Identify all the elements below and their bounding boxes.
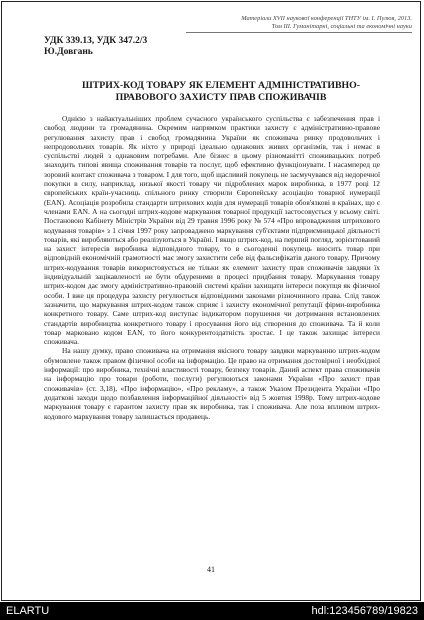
article-title: ШТРИХ-КОД ТОВАРУ ЯК ЕЛЕМЕНТ АДМІНІСТРАТИВНО-ПРАВОВОГО ЗАХИСТУ ПРАВ СПОЖИВАЧІВ xyxy=(81,80,361,103)
document-page xyxy=(1,1,421,601)
header-line-2: Том ІІІ. Гуманітарні, соціальні та економічні науки xyxy=(271,23,412,30)
author-name: Ю.Довгань xyxy=(44,47,93,57)
repository-label: ELARTU xyxy=(6,605,50,617)
paragraph-2: На нашу думку, право споживача на отримання якісного товару завдяки маркуванню штрих-кодом обумовлене також правом фізичної особи на інформацію. Це право на отримання достовірної і необхідної інформації: про виробника, технічні властивості товару, безпеку товарів. Даний аспект права споживачів на інформацію про товари (роботи, послуги) регулюються законами України «Про захист прав споживачів» (ст. 3,18), «Про інформацію», «Про рекламу», а також Указом Президента України «Про додаткові заходи щодо позбавлення інформаційної діяльності» від 5 жовтня 1998р. Тому штрих-кодове маркування товару є гарантом захисту прав як виробника, так і споживача. Але поза впливом штрих-кодового маркування товару залишається продавець. xyxy=(44,346,380,421)
viewer-footer-bar xyxy=(0,602,424,620)
page-number: 41 xyxy=(207,565,215,574)
udc-code: УДК 339.13, УДК 347.2/3 xyxy=(44,36,148,46)
header-divider xyxy=(186,32,412,33)
article-body xyxy=(44,114,380,421)
handle-link[interactable]: hdl:123456789/19823 xyxy=(311,605,418,617)
header-line-1: Матеріали XVІІ наукової конференції ТНТУ ім. І. Пулюя, 2013. xyxy=(241,15,412,22)
running-header xyxy=(10,15,412,31)
paragraph-1: Однією з найактуальніших проблем сучасного українського суспільства є забезпечення прав і свобод людини та громадянина. Окремим напрямком практики захисту є адміністративно-правове регулювання захисту прав і свобод громадянина України як споживача ринку продовольчих і непродовольчих товарів. Як ніхто у природі ідеально однакових живих організмів, так і немає в суспільстві людей з однаковим потребами. Але бізнес в цьому різноманітті споживацьких потреб знаходить типові явища споживання товарів та послуг, щоб ефективно функціонувати. І насамперед це зоровий контакт споживача з товаром. І для того, щоб щасливий покупець не засмучувався від недоречної покупки в силу, наприклад, низької якості товару чи підроблених марок виробника, в 1977 році 12 європейських країн-учасниць спільного ринку створили Європейську асоціацію товарної нумерації (EAN). Асоціація розробила стандарти штрихових кодів для нумерації товарів обов'язкові в країнах, що є членами EAN. А на сьогодні штрих-кодове маркування товарної продукції застосовується у всьому світі. Постановою Кабінету Міністрів України від 29 травня 1996 року № 574 «Про впровадження штрихового кодування товарів» з 1 січня 1997 року запроваджено маркування суб'єктами підприємницької діяльності товарів, які виробляються або реалізуються в Україні. І якщо штрих-код, на перший погляд, зорієнтований на захист інтересів виробника відповідного товару, то в сьогоденні покупець вносить товар при відповідній економічній грамотності має змогу захистити себе від фальсифікатів даного товару. Причому штрих-кодування товарів використовується не тільки як елемент захисту прав споживачів завдяки їх індивідуальній зацікавленості не бути обдуреними в процесі придбання товару. Маркування товару штрих-кодом дає змогу адміністративно-правовій системі країни захищати інтереси покупця як фізичної особи. І вже ця процедура захисту регулюється відповідними законами різночинного права. Слід також зазначити, що маркування штрих-кодом також сприяє і захисту економічної репутації фірми-виробника конкретного товару. Саме штрих-код виступає індикатором порушення чи дотримання встановлених стандартів виробництва конкретного товару і просування його від створення до споживача. Та й коли товар марковано кодом EAN, то його конкурентоздатність зростає. І це також захищає інтереси споживача. xyxy=(44,114,380,347)
